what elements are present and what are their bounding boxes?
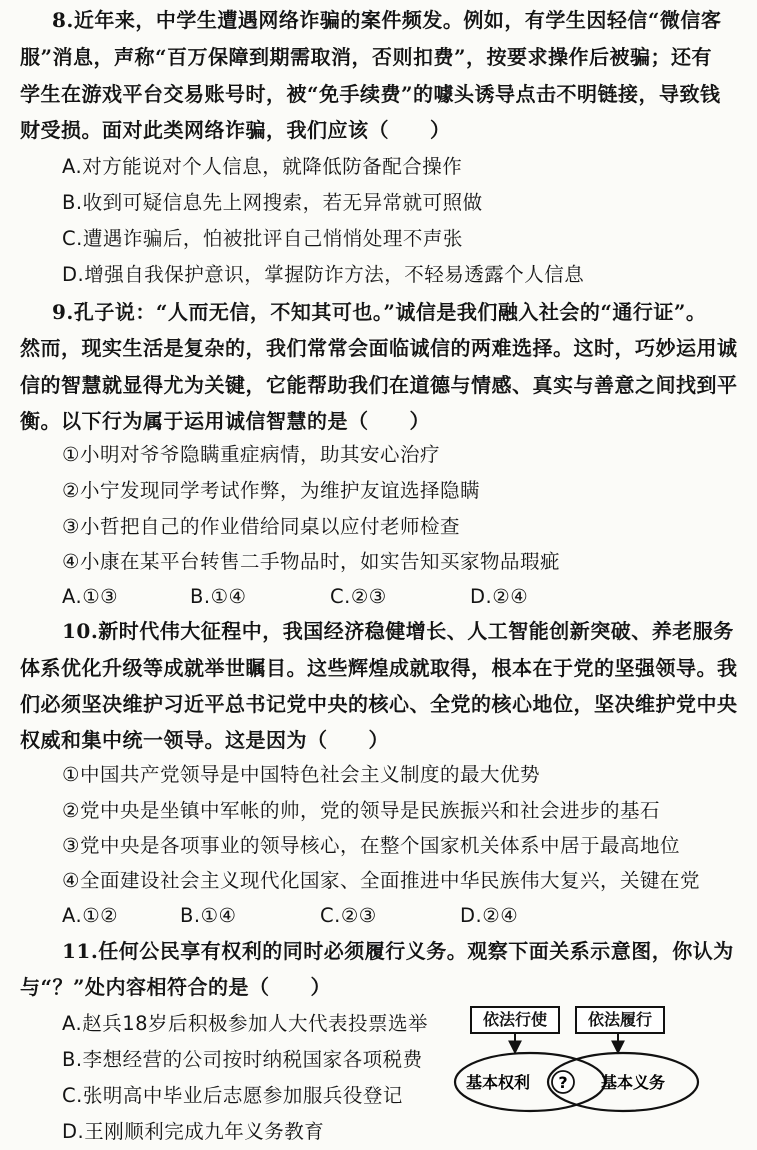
q8-option-c[interactable]: C.遭遇诈骗后，怕被批评自己悄悄处理不声张: [62, 227, 463, 250]
q10-stem-line: 权威和集中统一领导。这是因为（ ）: [20, 728, 389, 752]
q9-stem-line: 信的智慧就显得尤为关键，它能帮助我们在道德与情感、真实与善意之间找到平: [20, 373, 738, 397]
q10-stem-line: 们必须坚决维护习近平总书记党中央的核心、全党的核心地位，坚决维护党中央: [20, 692, 738, 716]
q10-stem-line: 10.新时代伟大征程中，我国经济稳健增长、人工智能创新突破、养老服务: [62, 619, 734, 643]
q9-stem-line: 9.孔子说：“人而无信，不知其可也。”诚信是我们融入社会的“通行证”。: [52, 300, 707, 324]
q11-stem-line: 与“？”处内容相符合的是（ ）: [20, 975, 332, 999]
exercise-by-law-box: 依法行使: [470, 1006, 560, 1034]
duties-label: 基本义务: [600, 1073, 666, 1092]
q11-option-d[interactable]: D.王刚顺利完成九年义务教育: [62, 1120, 325, 1143]
q11-option-a[interactable]: A.赵兵18岁后积极参加人大代表投票选举: [62, 1012, 429, 1035]
q8-option-a[interactable]: A.对方能说对个人信息，就降低防备配合操作: [62, 155, 463, 178]
q10-stem-line: 体系优化升级等成就举世瞩目。这些辉煌成就取得，根本在于党的坚强领导。我: [20, 656, 738, 680]
q11-option-c[interactable]: C.张明高中毕业后志愿参加服兵役登记: [62, 1084, 403, 1107]
q9-statement-4: ④小康在某平台转售二手物品时，如实告知买家物品瑕疵: [62, 550, 560, 573]
q10-statement-4: ④全面建设社会主义现代化国家、全面推进中华民族伟大复兴，关键在党: [62, 869, 700, 892]
perform-by-law-box: 依法履行: [575, 1006, 665, 1034]
q9-choice-b[interactable]: B.①④: [190, 585, 247, 608]
q9-statement-1: ①小明对爷爷隐瞒重症病情，助其安心治疗: [62, 443, 440, 466]
q9-statement-3: ③小哲把自己的作业借给同桌以应付老师检查: [62, 515, 460, 538]
q9-choice-c[interactable]: C.②③: [330, 585, 387, 608]
q10-statement-3: ③党中央是各项事业的领导核心，在整个国家机关体系中居于最高地位: [62, 834, 680, 857]
q8-stem-line: 8.近年来，中学生遭遇网络诈骗的案件频发。例如，有学生因轻信“微信客: [52, 8, 722, 32]
q9-stem-line: 然而，现实生活是复杂的，我们常常会面临诚信的两难选择。这时，巧妙运用诚: [20, 336, 738, 360]
q10-choice-a[interactable]: A.①②: [62, 904, 119, 927]
q10-choice-b[interactable]: B.①④: [180, 904, 237, 927]
q11-option-b[interactable]: B.李想经营的公司按时纳税国家各项税费: [62, 1048, 423, 1071]
q8-stem-line: 学生在游戏平台交易账号时，被“免手续费”的噱头诱导点击不明链接，导致钱: [20, 82, 721, 106]
q9-choice-d[interactable]: D.②④: [470, 585, 529, 608]
q9-choice-a[interactable]: A.①③: [62, 585, 119, 608]
q10-statement-2: ②党中央是坐镇中军帐的帅，党的领导是民族振兴和社会进步的基石: [62, 799, 660, 822]
q10-statement-1: ①中国共产党领导是中国特色社会主义制度的最大优势: [62, 763, 540, 786]
q10-choice-c[interactable]: C.②③: [320, 904, 377, 927]
q8-stem-line: 财受损。面对此类网络诈骗，我们应该（ ）: [20, 118, 451, 142]
q9-statement-2: ②小宁发现同学考试作弊，为维护友谊选择隐瞒: [62, 479, 480, 502]
q8-option-b[interactable]: B.收到可疑信息先上网搜索，若无异常就可照做: [62, 191, 483, 214]
q11-stem-line: 11.任何公民享有权利的同时必须履行义务。观察下面关系示意图，你认为: [62, 939, 734, 963]
q9-stem-line: 衡。以下行为属于运用诚信智慧的是（ ）: [20, 409, 430, 433]
rights-label: 基本权利: [465, 1073, 531, 1092]
q10-choice-d[interactable]: D.②④: [460, 904, 519, 927]
q8-stem-line: 服”消息，声称“百万保障到期需取消，否则扣费”，按要求操作后被骗；还有: [20, 45, 713, 69]
question-mark: ?: [558, 1073, 568, 1092]
q8-option-d[interactable]: D.增强自我保护意识，掌握防诈方法，不轻易透露个人信息: [62, 263, 585, 286]
